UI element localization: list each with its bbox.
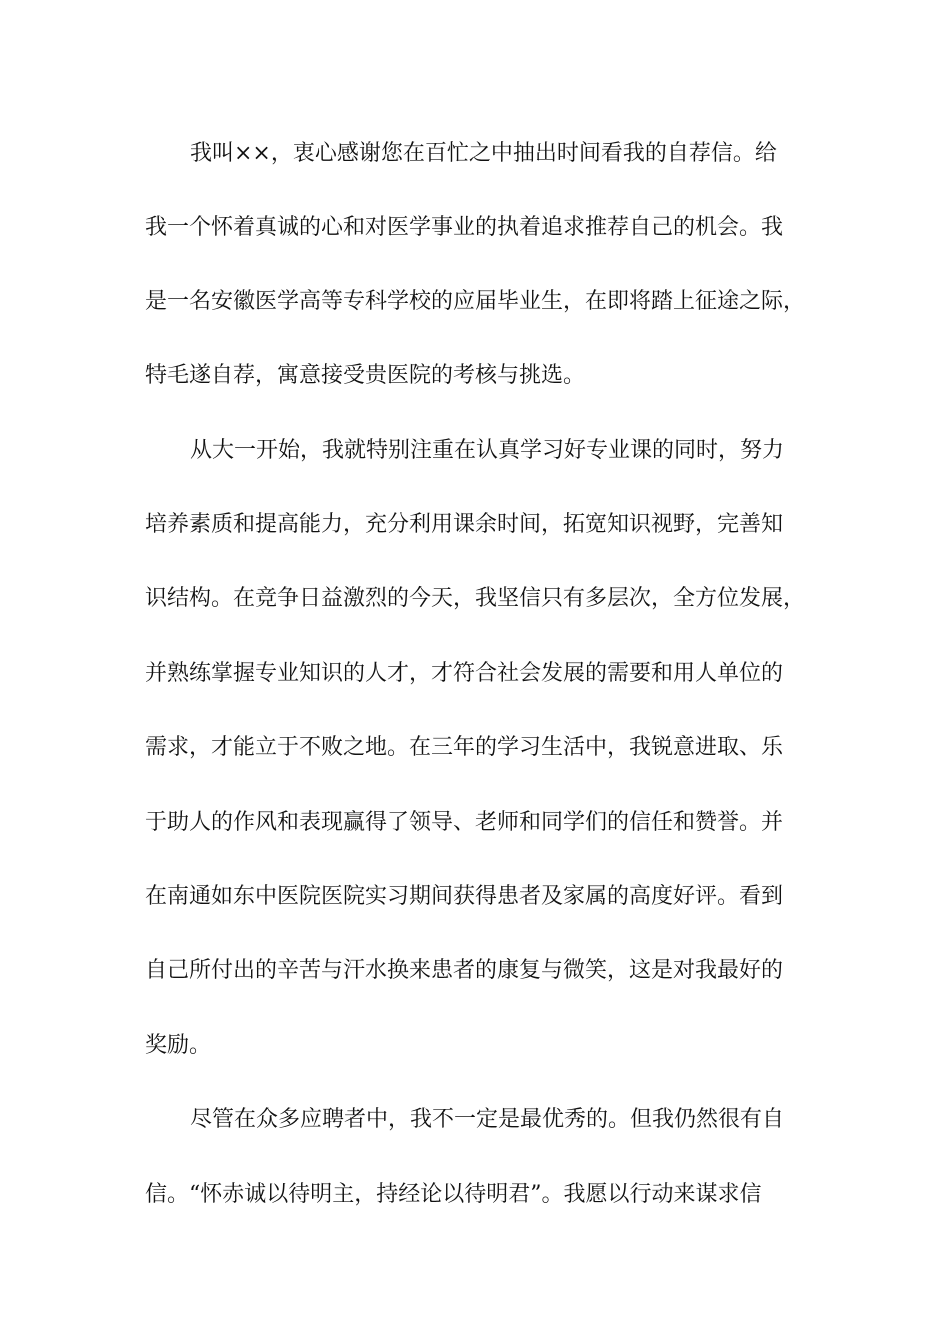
text-line: 需求，才能立于不败之地。在三年的学习生活中，我锐意进取、乐 <box>145 735 784 760</box>
text-line: 信。“怀赤诚以待明主，持经论以待明君”。我愿以行动来谋求信 <box>145 1182 762 1207</box>
text-line: 在南通如东中医院医院实习期间获得患者及家属的高度好评。看到 <box>145 884 784 909</box>
text-line: 识结构。在竞争日益激烈的今天，我坚信只有多层次，全方位发展， <box>145 586 806 611</box>
text-line: 奖励。 <box>145 1033 212 1058</box>
text-line: 我叫××，衷心感谢您在百忙之中抽出时间看我的自荐信。给 <box>190 141 777 166</box>
text-line: 尽管在众多应聘者中，我不一定是最优秀的。但我仍然很有自 <box>190 1107 785 1132</box>
text-line: 培养素质和提高能力，充分利用课余时间，拓宽知识视野，完善知 <box>145 512 784 537</box>
text-line: 是一名安徽医学高等专科学校的应届毕业生，在即将踏上征途之际， <box>145 289 806 314</box>
text-line: 从大一开始，我就特别注重在认真学习好专业课的同时，努力 <box>190 438 785 463</box>
text-line: 特毛遂自荐，寓意接受贵医院的考核与挑选。 <box>145 363 586 388</box>
text-line: 并熟练掌握专业知识的人才，才符合社会发展的需要和用人单位的 <box>145 661 784 686</box>
text-line: 自己所付出的辛苦与汗水换来患者的康复与微笑，这是对我最好的 <box>145 958 784 983</box>
text-line: 于助人的作风和表现赢得了领导、老师和同学们的信任和赞誉。并 <box>145 810 784 835</box>
text-line: 我一个怀着真诚的心和对医学事业的执着追求推荐自己的机会。我 <box>145 215 784 240</box>
